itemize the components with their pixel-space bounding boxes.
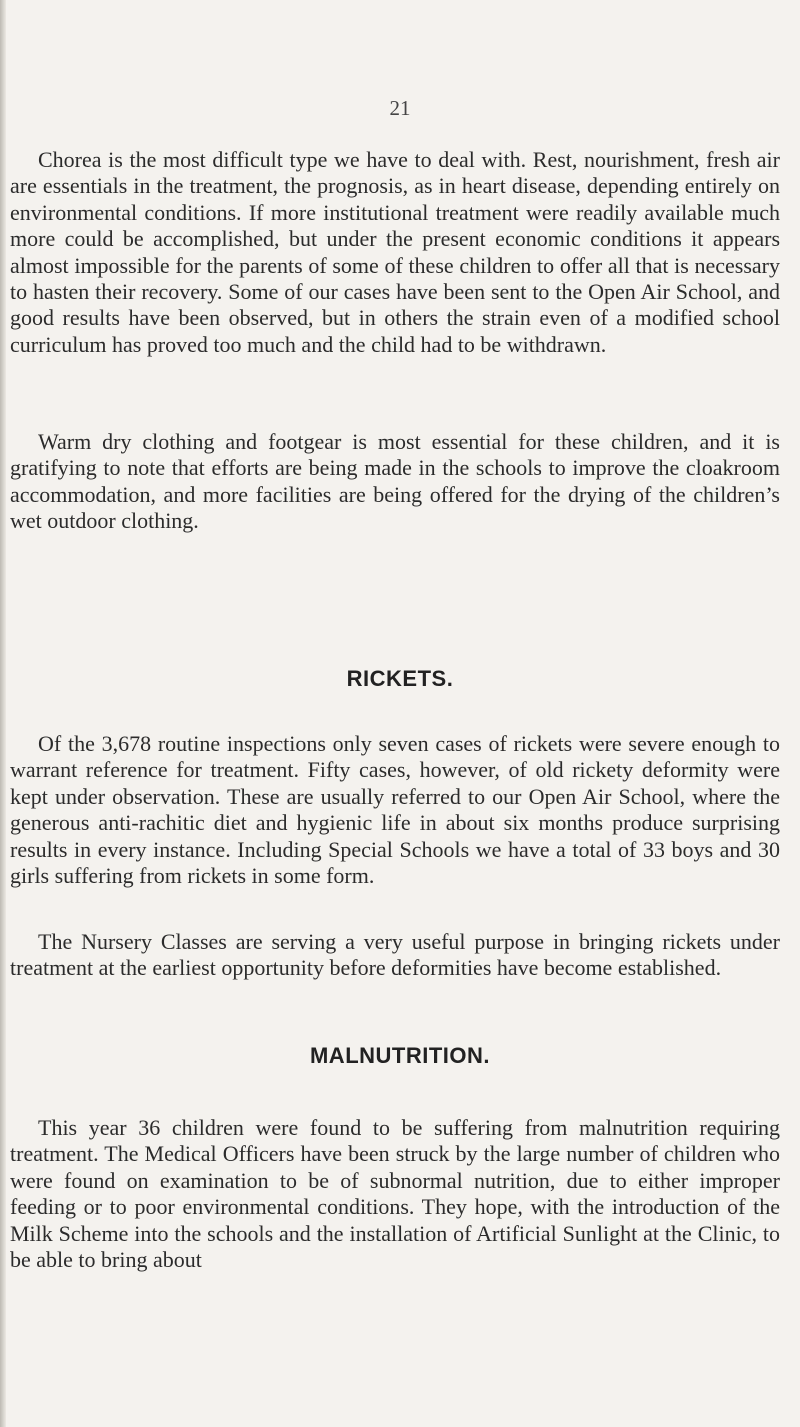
heading-malnutrition: MALNUTRITION. [309,1043,491,1068]
paragraph-clothing: Warm dry clothing and footgear is most essential for these children, and it is gratifying to note that efforts are being made in the schools to improve the cloakroom accommodation, and more facilities are being offered for the drying of the children’s wet outdoor clothing. [10,429,780,534]
paragraph-rickets-inspections: Of the 3,678 routine inspections only seven cases of rickets were severe enough to warrant reference for treatment. Fifty cases, however, of old rickety deformity were kept under observation. These are usually referred to our Open Air School, where the generous anti-rachitic diet and hygienic life in about six months produce surprising results in every instance. Including Special Schools we have a total of 33 boys and 30 girls suffering from rickets in some form. [10,731,780,889]
page-binding-edge [0,0,6,1427]
paragraph-nursery-classes: The Nursery Classes are serving a very useful purpose in bringing rickets under treatment at the earliest opportunity before deformities have become established. [10,929,780,981]
paragraph-malnutrition: This year 36 children were found to be suffering from malnutrition requiring treatment. The Medical Officers have been struck by the large number of children who were found on examination to be of subnormal nutrition, due to either improper feeding or to poor environmental conditions. They hope, with the introduction of the Milk Scheme into the schools and the installation of Artificial Sunlight at the Clinic, to be able to bring about [10,1115,780,1273]
heading-rickets: RICKETS. [346,666,454,691]
paragraph-chorea: Chorea is the most difficult type we have to deal with. Rest, nourishment, fresh air are essentials in the treatment, the prognosis, as in heart disease, depending entirely on environmental conditions. If more institutional treatment were readily available much more could be accomplished, but under the present economic conditions it appears almost impossible for the parents of some of these children to offer all that is necessary to hasten their recovery. Some of our cases have been sent to the Open Air School, and good results have been observed, but in others the strain even of a modified school curriculum has proved too much and the child had to be withdrawn. [10,147,780,357]
page-number: 21 [389,96,411,120]
